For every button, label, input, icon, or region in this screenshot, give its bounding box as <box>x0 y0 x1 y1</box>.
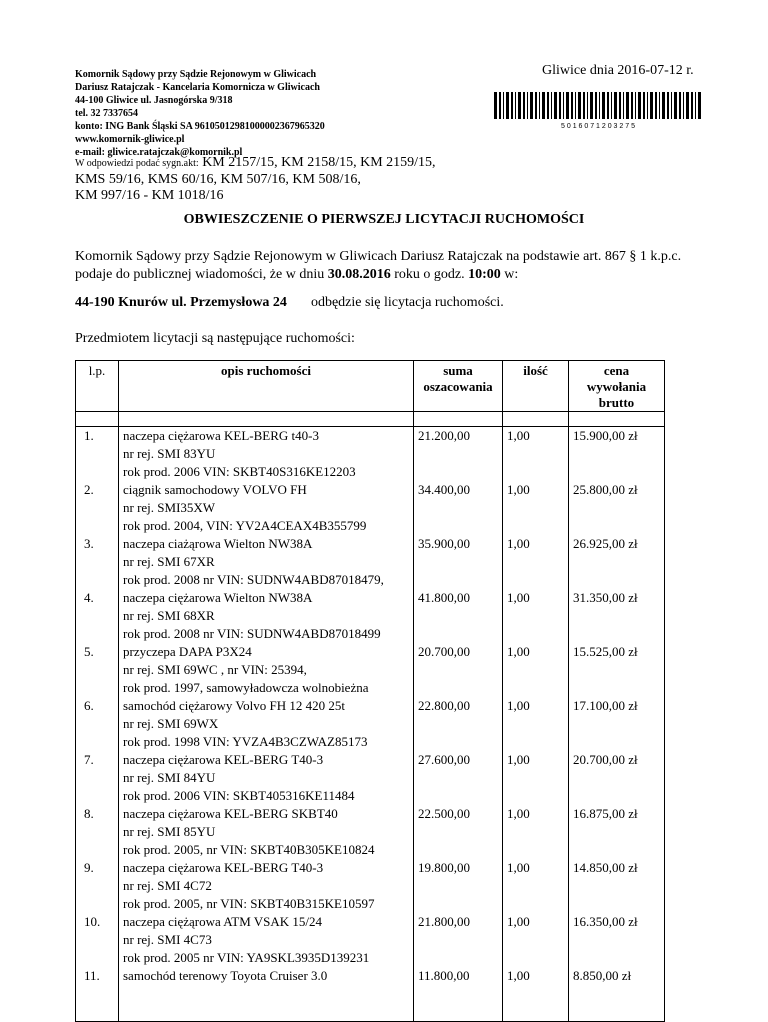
barcode-bar <box>671 92 672 119</box>
barcode-bar <box>494 92 497 119</box>
sender-line: www.komornik-gliwice.pl <box>75 134 185 145</box>
item-description-line: rok prod. 1998 VIN: YVZA4B3CZWAZ85173 <box>123 734 368 749</box>
quantity-column <box>503 427 569 1022</box>
subject-line: Przedmiotem licytacji są następujące ruchomości: <box>75 331 355 346</box>
item-price: 26.925,00 zł <box>573 536 638 551</box>
header-price <box>569 361 665 412</box>
item-description-line: naczepa ciężarowa KEL-BERG t40-3 <box>123 428 319 443</box>
intro-text: Komornik Sądowy przy Sądzie Rejonowym w Gliwicach Dariusz Ratajczak na podstawie art. 867 § 1 k.p.c. podaje do publicznej wiadomości, że w dniu <box>75 249 682 282</box>
ref-line-2: KMS 59/16, KMS 60/16, KM 507/16, KM 508/16, <box>75 172 361 187</box>
barcode-bar <box>659 92 660 119</box>
item-quantity: 1,00 <box>507 590 530 605</box>
item-description-line: naczepa ciężarowa Wielton NW38A <box>123 590 313 605</box>
item-price: 15.900,00 zł <box>573 428 638 443</box>
item-value: 22.500,00 <box>418 806 470 821</box>
barcode-bar <box>563 92 564 119</box>
document-title: OBWIESZCZENIE O PIERWSZEJ LICYTACJI RUCHOMOŚCI <box>183 212 585 227</box>
item-quantity: 1,00 <box>507 482 530 497</box>
barcode-bar <box>599 92 600 119</box>
sender-line: e-mail: gliwice.ratajczak@komornik.pl <box>75 147 243 158</box>
sender-line: 44-100 Gliwice ul. Jasnogórska 9/318 <box>75 95 233 106</box>
item-description-line: samochód terenowy Toyota Cruiser 3.0 <box>123 968 328 983</box>
item-price: 8.850,00 zł <box>573 968 632 983</box>
header-price-line: brutto <box>598 395 635 410</box>
item-description-line: nr rej. SMI 85YU <box>123 824 216 839</box>
barcode-bar <box>674 92 677 119</box>
item-description-line: rok prod. 2006 VIN: SKBT405316KE11484 <box>123 788 355 803</box>
barcode-bar <box>614 92 617 119</box>
barcode-bar <box>571 92 573 119</box>
item-value: 22.800,00 <box>418 698 470 713</box>
item-value: 27.600,00 <box>418 752 470 767</box>
header-value-line: oszacowania <box>423 379 493 394</box>
item-description-line: nr rej. SMI 83YU <box>123 446 216 461</box>
ref-line-1: KM 2157/15, KM 2158/15, KM 2159/15, <box>202 155 436 170</box>
item-description-line: naczepa ciężąrowa ATM VSAK 15/24 <box>123 914 323 929</box>
barcode-bar <box>566 92 569 119</box>
item-number: 2. <box>84 482 94 497</box>
item-value: 34.400,00 <box>418 482 470 497</box>
item-description-line: rok prod. 2005, nr VIN: SKBT40B305KE10824 <box>123 842 375 857</box>
header-description: opis ruchomości <box>119 361 414 412</box>
table-header-row <box>76 361 665 412</box>
item-value: 35.900,00 <box>418 536 470 551</box>
barcode-bar <box>547 92 549 119</box>
item-value: 21.200,00 <box>418 428 470 443</box>
item-description-line: nr rej. SMI 84YU <box>123 770 216 785</box>
barcode-bar <box>515 92 516 119</box>
item-description <box>123 859 409 913</box>
auction-place <box>75 295 504 311</box>
barcode-bar <box>638 92 641 119</box>
sender-line: tel. 32 7337654 <box>75 108 139 119</box>
barcode-bar <box>611 92 612 119</box>
item-description <box>123 751 409 805</box>
item-price: 15.525,00 zł <box>573 644 638 659</box>
barcode-bar <box>518 92 521 119</box>
barcode-bar <box>530 92 533 119</box>
item-price: 16.350,00 zł <box>573 914 638 929</box>
item-value: 20.700,00 <box>418 644 470 659</box>
item-description <box>123 643 409 697</box>
intro-text: w: <box>500 267 519 282</box>
item-value: 19.800,00 <box>418 860 470 875</box>
barcode-digits: 5 0 1 6 0 7 1 2 0 3 2 7 5 <box>561 123 635 130</box>
item-quantity: 1,00 <box>507 914 530 929</box>
case-reference <box>75 155 436 204</box>
item-description-line: rok prod. 2008 nr VIN: SUDNW4ABD87018499 <box>123 626 381 641</box>
item-price: 17.100,00 zł <box>573 698 638 713</box>
header-value <box>414 361 503 412</box>
item-description <box>123 697 409 751</box>
item-quantity: 1,00 <box>507 752 530 767</box>
barcode-bar <box>554 92 557 119</box>
barcode-bar <box>551 92 552 119</box>
description-column <box>119 427 414 1022</box>
barcode-bar <box>619 92 621 119</box>
item-description-line: nr rej. SMI 4C72 <box>123 878 212 893</box>
item-description <box>123 805 409 859</box>
barcode-bar <box>626 92 629 119</box>
lp-column <box>76 427 119 1022</box>
item-description-line: naczepa ciężarowa KEL-BERG T40-3 <box>123 752 324 767</box>
barcode-bar <box>607 92 609 119</box>
barcode-bar <box>655 92 657 119</box>
item-quantity: 1,00 <box>507 644 530 659</box>
value-column <box>414 427 503 1022</box>
barcode-bar <box>643 92 645 119</box>
auction-date: 30.08.2016 <box>327 267 391 282</box>
item-description-line: nr rej. SMI 67XR <box>123 554 215 569</box>
item-number: 4. <box>84 590 94 605</box>
item-description-line: samochód ciężarowy Volvo FH 12 420 25t <box>123 698 345 713</box>
item-number: 5. <box>84 644 94 659</box>
barcode-bar <box>635 92 636 119</box>
item-number: 11. <box>84 968 100 983</box>
barcode-bar <box>679 92 681 119</box>
sender-line: Dariusz Ratajczak - Kancelaria Komornicza w Gliwicach <box>75 82 320 93</box>
sender-line: Komornik Sądowy przy Sądzie Rejonowym w Gliwicach <box>75 69 317 80</box>
header-price-line: cena <box>603 363 630 378</box>
header-value-line: suma <box>443 363 473 378</box>
item-number: 1. <box>84 428 94 443</box>
item-description-line: rok prod. 1997, samowyładowcza wolnobieżna <box>123 680 369 695</box>
ref-line-3: KM 997/16 - KM 1018/16 <box>75 188 224 203</box>
barcode-bar <box>527 92 528 119</box>
item-quantity: 1,00 <box>507 806 530 821</box>
barcode-bar <box>662 92 665 119</box>
barcode-bar <box>691 92 693 119</box>
sender-line: konto: ING Bank Śląski SA 96105012981000002367965320 <box>75 121 325 132</box>
item-price: 16.875,00 zł <box>573 806 638 821</box>
barcode-bar <box>590 92 593 119</box>
document-date: Gliwice dnia 2016-07-12 r. <box>542 63 694 78</box>
item-description <box>123 913 409 967</box>
item-description-line: rok prod. 2008 nr VIN: SUDNW4ABD87018479, <box>123 572 384 587</box>
item-number: 8. <box>84 806 94 821</box>
barcode-bar <box>595 92 597 119</box>
item-description-line: rok prod. 2005 nr VIN: YA9SKL3935D139231 <box>123 950 370 965</box>
sender-block <box>75 68 325 159</box>
barcode-bar <box>631 92 633 119</box>
barcode-bar <box>559 92 561 119</box>
item-description-line: nr rej. SMI 4C73 <box>123 932 212 947</box>
barcode-bar <box>698 92 701 119</box>
auction-address: 44-190 Knurów ul. Przemysłowa 24 <box>75 295 287 310</box>
spacer-row <box>76 412 665 427</box>
header-quantity: ilość <box>503 361 569 412</box>
barcode-bar <box>499 92 501 119</box>
item-description-line: ciągnik samochodowy VOLVO FH <box>123 482 307 497</box>
item-price: 31.350,00 zł <box>573 590 638 605</box>
barcode-bar <box>686 92 689 119</box>
header-lp: l.p. <box>76 361 119 412</box>
barcode-bar <box>683 92 684 119</box>
barcode-bar <box>535 92 537 119</box>
item-number: 9. <box>84 860 94 875</box>
intro-paragraph <box>75 248 715 284</box>
item-quantity: 1,00 <box>507 698 530 713</box>
item-description-line: naczepa ciażąrowa Wielton NW38A <box>123 536 313 551</box>
item-description-line: nr rej. SMI 69WC , nr VIN: 25394, <box>123 662 307 677</box>
barcode-bar <box>503 92 504 119</box>
item-number: 7. <box>84 752 94 767</box>
barcode-bar <box>578 92 581 119</box>
intro-text: roku o godz. <box>390 267 469 282</box>
barcode-bar <box>511 92 513 119</box>
barcode-bar <box>583 92 585 119</box>
item-description <box>123 535 409 589</box>
barcode-bar <box>650 92 653 119</box>
item-value: 21.800,00 <box>418 914 470 929</box>
barcode-bar <box>667 92 669 119</box>
barcode-bar <box>695 92 696 119</box>
item-number: 6. <box>84 698 94 713</box>
barcode-bar <box>539 92 540 119</box>
item-price: 20.700,00 zł <box>573 752 638 767</box>
item-quantity: 1,00 <box>507 968 530 983</box>
item-description <box>123 589 409 643</box>
item-value: 41.800,00 <box>418 590 470 605</box>
item-value: 11.800,00 <box>418 968 470 983</box>
barcode-bar <box>587 92 588 119</box>
item-quantity: 1,00 <box>507 860 530 875</box>
item-price: 14.850,00 zł <box>573 860 638 875</box>
item-number: 10. <box>84 914 101 929</box>
item-price: 25.800,00 zł <box>573 482 638 497</box>
item-description-line: rok prod. 2004, VIN: YV2A4CEAX4B355799 <box>123 518 367 533</box>
item-quantity: 1,00 <box>507 428 530 443</box>
barcode-bar <box>575 92 576 119</box>
item-description-line: naczepa ciężarowa KEL-BERG SKBT40 <box>123 806 338 821</box>
item-description-line: rok prod. 2006 VIN: SKBT40S316KE12203 <box>123 464 356 479</box>
item-description-line: przyczepa DAPA P3X24 <box>123 644 252 659</box>
reply-label: W odpowiedzi podać sygn.akt: <box>75 158 199 169</box>
header-price-line: wywołania <box>586 379 647 394</box>
item-description-line: naczepa ciężarowa KEL-BERG T40-3 <box>123 860 324 875</box>
item-description <box>123 427 409 481</box>
auction-place-text: odbędzie się licytacja ruchomości. <box>310 295 504 310</box>
item-description <box>123 967 409 1021</box>
items-table <box>75 360 665 1022</box>
auction-time: 10:00 <box>468 267 501 282</box>
item-description <box>123 481 409 535</box>
item-description-line: nr rej. SMI35XW <box>123 500 216 515</box>
barcode <box>492 92 704 130</box>
item-description-line: nr rej. SMI 68XR <box>123 608 215 623</box>
item-quantity: 1,00 <box>507 536 530 551</box>
table-body-row <box>76 427 665 1022</box>
barcode-bar <box>523 92 525 119</box>
barcode-bar <box>647 92 648 119</box>
item-number: 3. <box>84 536 94 551</box>
barcode-bar <box>542 92 545 119</box>
item-description-line: nr rej. SMI 69WX <box>123 716 219 731</box>
barcode-bar <box>623 92 624 119</box>
item-description-line: rok prod. 2005, nr VIN: SKBT40B315KE10597 <box>123 896 375 911</box>
barcode-bar <box>602 92 605 119</box>
price-column <box>569 427 665 1022</box>
barcode-bar <box>506 92 509 119</box>
